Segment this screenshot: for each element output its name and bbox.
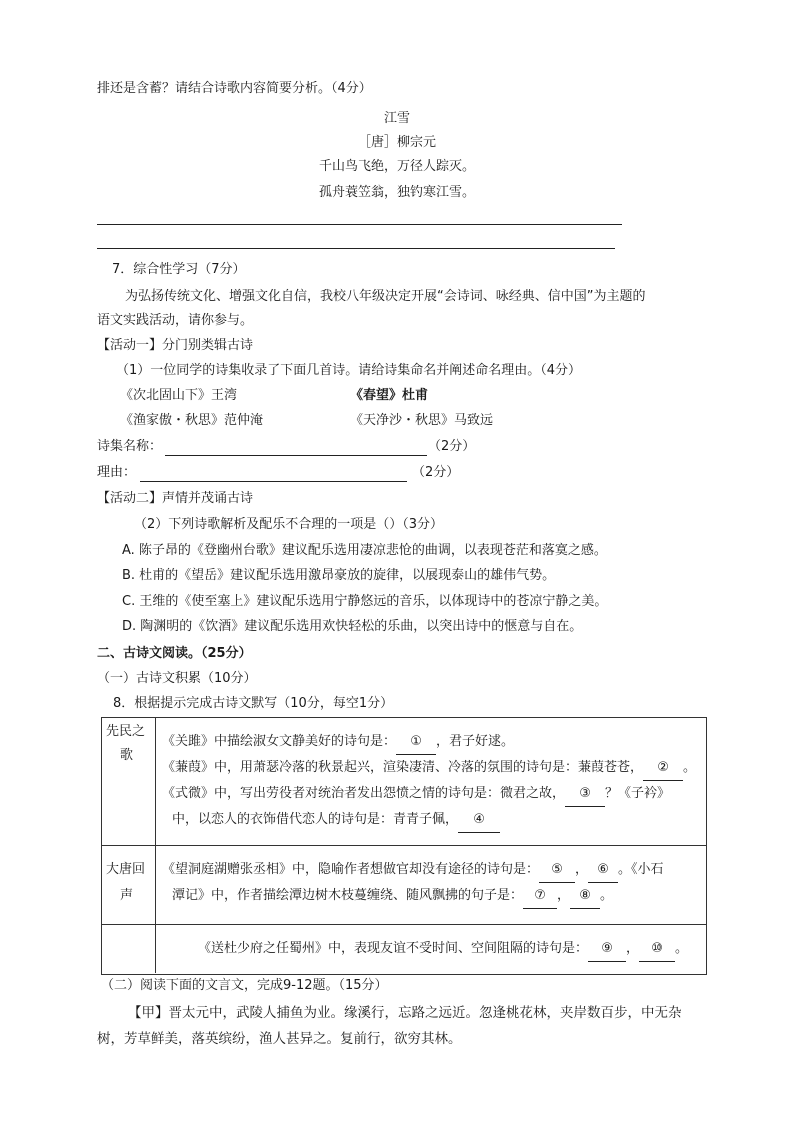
poem-line-1: 千山鸟飞绝，万径人踪灭。 — [318, 159, 475, 174]
activity-1-title: 【活动一】分门别类辑古诗 — [97, 338, 254, 353]
blank-2[interactable]: ② — [643, 756, 683, 781]
passage-line-1: 【甲】晋太元中，武陵人捕鱼为业。缘溪行，忘路之远近。忽逢桃花林，夹岸数百步，中无杂 — [128, 1005, 682, 1021]
reason-label: 理由： — [97, 465, 137, 480]
poem-entry: 《次北固山下》王湾 — [120, 388, 238, 403]
poem-line-2: 孤舟蓑笠翁，独钓寒江雪。 — [318, 185, 475, 200]
question-8-heading: 8．根据提示完成古诗文默写（10分，每空1分） — [113, 696, 394, 711]
reason-score: （2分） — [412, 465, 460, 480]
row1-line-4: 中，以恋人的衣饰借代恋人的诗句是：青青子佩， ④ — [172, 808, 500, 833]
row1-line-2: 《蒹葭》中，用萧瑟冷落的秋景起兴，渲染凄清、冷落的氛围的诗句是：蒹葭苍苍， ② 。 — [162, 756, 696, 781]
row2-line-1: 《望洞庭湖赠张丞相》中，隐喻作者想做官却没有途径的诗句是： ⑤ ， ⑥ 。《小石 — [162, 858, 664, 883]
q7-intro-line-2: 语文实践活动，请你参与。 — [97, 313, 254, 328]
answer-line-1[interactable] — [97, 224, 622, 225]
poem-entry: 《渔家傲・秋思》范仲淹 — [120, 413, 264, 428]
row3-line-1: 《送杜少府之任蜀州》中，表现友谊不受时间、空间阻隔的诗句是： ⑨ ， ⑩ 。 — [198, 937, 688, 962]
poem-entry: 《春望》杜甫 — [350, 388, 429, 403]
passage-line-2: 树，芳草鲜美，落英缤纷，渔人甚异之。复前行，欲穷其林。 — [97, 1031, 462, 1047]
option-a[interactable]: A. 陈子昂的《登幽州台歌》建议配乐选用凄凉悲怆的曲调，以表现苍茫和落寞之感。 — [122, 543, 607, 558]
option-d[interactable]: D. 陶渊明的《饮酒》建议配乐选用欢快轻松的乐曲，以突出诗中的惬意与自在。 — [122, 619, 583, 634]
section-2-sub-1: （一）古诗文积累（10分） — [97, 671, 257, 686]
row-label-xianmin-2: 歌 — [120, 748, 134, 763]
poem-title: 江雪 — [383, 111, 410, 126]
option-c[interactable]: C. 王维的《使至塞上》建议配乐选用宁静悠远的音乐，以体现诗中的苍凉宁静之美。 — [122, 594, 608, 609]
blank-9[interactable]: ⑨ — [588, 937, 626, 962]
section-2-sub-2: （二）阅读下面的文言文，完成9-12题。（15分） — [101, 978, 388, 993]
row1-line-3: 《式微》中，写出劳役者对统治者发出怨愤之情的诗句是：微君之故， ③ ？《子衿》 — [162, 782, 670, 807]
table-row-divider — [101, 924, 706, 925]
blank-1[interactable]: ① — [396, 730, 436, 755]
question-7-heading: 7．综合性学习（7分） — [112, 262, 246, 277]
q7-intro-line-1: 为弘扬传统文化、增强文化自信，我校八年级决定开展“会诗词、咏经典、信中国”为主题的 — [125, 289, 646, 304]
section-2-heading: 二、古诗文阅读。（25分） — [97, 646, 252, 661]
blank-8[interactable]: ⑧ — [570, 884, 600, 909]
collection-name-field[interactable] — [165, 455, 427, 456]
blank-7[interactable]: ⑦ — [523, 884, 557, 909]
blank-3[interactable]: ③ — [565, 782, 605, 807]
row-label-datang-2: 声 — [120, 888, 134, 903]
blank-6[interactable]: ⑥ — [588, 858, 618, 883]
option-b[interactable]: B. 杜甫的《望岳》建议配乐选用激昂豪放的旋律，以展现泰山的雄伟气势。 — [122, 568, 556, 583]
collection-name-score: （2分） — [428, 439, 476, 454]
activity-2-question: （2）下列诗歌解析及配乐不合理的一项是（）（3分） — [134, 517, 444, 532]
blank-5[interactable]: ⑤ — [539, 858, 575, 883]
blank-4[interactable]: ④ — [458, 808, 500, 833]
question-6-tail: 排还是含蓄？请结合诗歌内容简要分析。（4分） — [97, 81, 372, 96]
poem-author: ［唐］柳宗元 — [357, 135, 436, 150]
row-label-xianmin: 先民之 — [106, 724, 146, 739]
blank-10[interactable]: ⑩ — [639, 937, 675, 962]
activity-2-title: 【活动二】声情并茂诵古诗 — [97, 491, 254, 506]
row1-line-1: 《关雎》中描绘淑女文静美好的诗句是： ① ，君子好逑。 — [162, 730, 514, 755]
row2-line-2: 潭记》中，作者描绘潭边树木枝蔓缠绕、随风飘拂的句子是： ⑦ ， ⑧ 。 — [172, 884, 613, 909]
row-label-datang: 大唐回 — [106, 862, 146, 877]
poem-entry: 《天净沙・秋思》马致远 — [350, 413, 494, 428]
table-row-divider — [101, 845, 706, 846]
activity-1-question: （1）一位同学的诗集收录了下面几首诗。请给诗集命名并阐述命名理由。（4分） — [116, 363, 582, 378]
reason-field[interactable] — [140, 481, 407, 482]
collection-name-label: 诗集名称： — [97, 439, 163, 454]
answer-line-2[interactable] — [97, 248, 615, 249]
